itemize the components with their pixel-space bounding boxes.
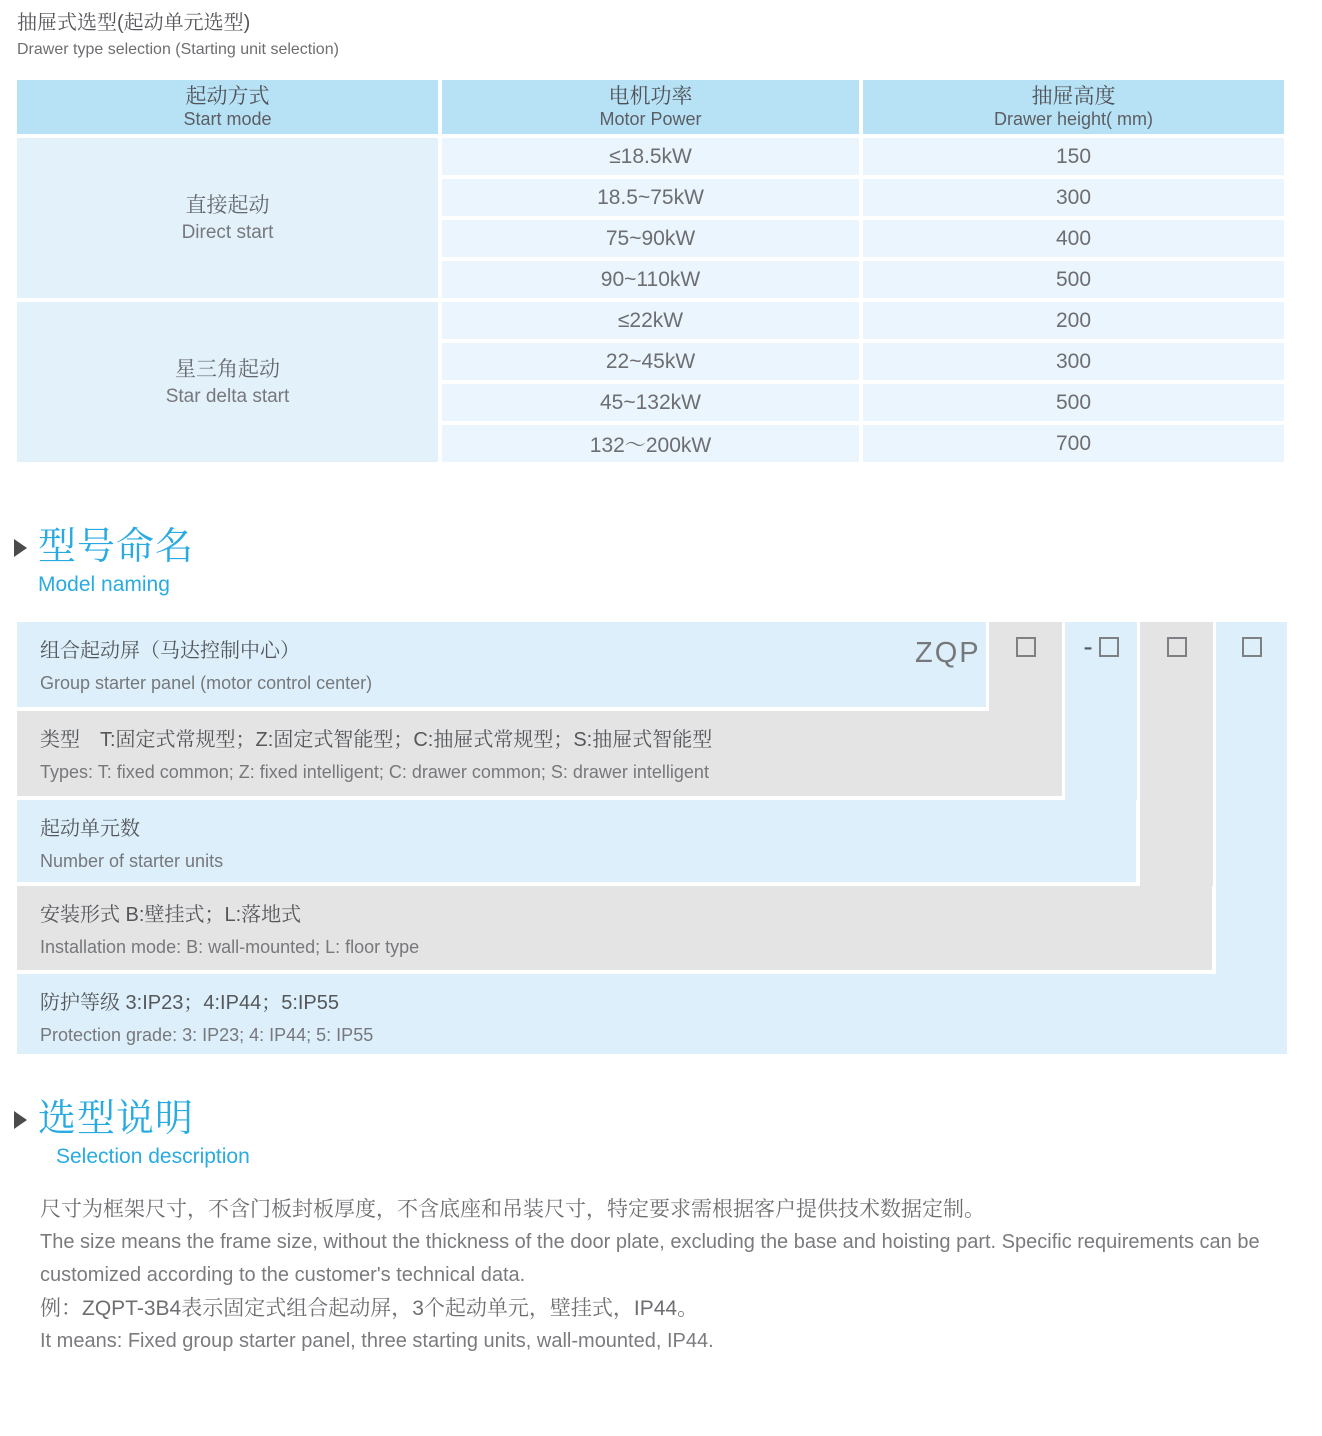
model-row-en: Number of starter units bbox=[40, 851, 224, 871]
model-naming-diagram bbox=[17, 622, 1287, 1054]
power-cell: 18.5~75kW bbox=[442, 179, 859, 216]
height-cell: 400 bbox=[863, 220, 1284, 257]
model-row-starter-units bbox=[17, 800, 1136, 882]
model-row-zh: 起动单元数 bbox=[40, 818, 140, 840]
model-column-protection bbox=[1216, 622, 1287, 974]
model-row-zh: 组合起动屏（马达控制中心） bbox=[40, 640, 300, 662]
model-column-units bbox=[1065, 622, 1137, 800]
section-title-en: Selection description bbox=[56, 1145, 250, 1168]
model-code-dash: - bbox=[1083, 631, 1093, 662]
rowgroup-label-zh: 星三角起动 bbox=[175, 357, 280, 381]
drawer-selection-table bbox=[17, 80, 1284, 462]
model-row-zh: 防护等级 3:IP23；4:IP44；5:IP55 bbox=[40, 992, 340, 1014]
height-cell: 700 bbox=[863, 425, 1284, 462]
section-arrow-icon bbox=[14, 539, 27, 557]
power-cell: 132～200kW bbox=[442, 425, 859, 462]
col-header-motor-power bbox=[442, 80, 859, 134]
description-line: 例：ZQPT-3B4表示固定式组合起动屏，3个起动单元，壁挂式，IP44。 bbox=[40, 1297, 699, 1320]
section-title-en: Model naming bbox=[38, 573, 170, 596]
height-cell: 150 bbox=[863, 138, 1284, 175]
selection-description-section-title bbox=[14, 1096, 250, 1169]
page-heading-zh: 抽屉式选型(起动单元选型) bbox=[17, 12, 251, 34]
model-column-type bbox=[989, 622, 1062, 711]
model-row-en: Types: T: fixed common; Z: fixed intelligent; C: drawer common; S: drawer intelligent bbox=[40, 762, 709, 782]
model-row-installation-mode bbox=[17, 886, 1212, 970]
model-digit-box-icon bbox=[1099, 637, 1119, 657]
height-cell: 500 bbox=[863, 261, 1284, 298]
col-header-zh: 起动方式 bbox=[185, 85, 270, 108]
model-row-types bbox=[17, 711, 1062, 796]
power-cell: ≤18.5kW bbox=[442, 138, 859, 175]
rowgroup-label-en: Direct start bbox=[181, 221, 274, 243]
power-cell: 22~45kW bbox=[442, 343, 859, 380]
col-header-en: Start mode bbox=[183, 109, 272, 129]
height-cell: 300 bbox=[863, 343, 1284, 380]
rowgroup-label-zh: 直接起动 bbox=[185, 193, 270, 217]
power-cell: 45~132kW bbox=[442, 384, 859, 421]
model-row-zh: 安装形式 B:壁挂式；L:落地式 bbox=[40, 904, 302, 926]
power-cell: 90~110kW bbox=[442, 261, 859, 298]
description-line: The size means the frame size, without the thickness of the door plate, excluding the base and hoisting part. Specific requirements can be bbox=[40, 1231, 1260, 1253]
rowgroup-star-delta-start bbox=[17, 302, 438, 462]
page-heading-en: Drawer type selection (Starting unit selection) bbox=[17, 41, 339, 58]
model-row-protection-grade bbox=[17, 974, 1287, 1054]
rowgroup-direct-start bbox=[17, 138, 438, 298]
description-line: It means: Fixed group starter panel, three starting units, wall-mounted, IP44. bbox=[40, 1330, 714, 1352]
model-code-prefix: ZQP bbox=[915, 637, 981, 669]
col-header-en: Motor Power bbox=[599, 109, 702, 129]
model-row-en: Group starter panel (motor control center) bbox=[40, 673, 373, 693]
col-header-zh: 电机功率 bbox=[608, 85, 693, 108]
model-row-en: Protection grade: 3: IP23; 4: IP44; 5: IP55 bbox=[40, 1025, 374, 1045]
height-cell: 500 bbox=[863, 384, 1284, 421]
col-header-en: Drawer height( mm) bbox=[993, 109, 1154, 129]
model-row-zh: 类型 T:固定式常规型；Z:固定式智能型；C:抽屉式常规型；S:抽屉式智能型 bbox=[40, 729, 713, 751]
section-title-zh: 选型说明 bbox=[38, 1098, 195, 1140]
model-digit-box-icon bbox=[1167, 637, 1187, 657]
model-row-en: Installation mode: B: wall-mounted; L: floor type bbox=[40, 937, 420, 957]
description-line: customized according to the customer's technical data. bbox=[40, 1264, 526, 1286]
page-heading bbox=[17, 10, 339, 60]
model-row-group-starter-panel bbox=[17, 622, 986, 707]
col-header-zh: 抽屉高度 bbox=[1031, 85, 1116, 108]
model-column-installation bbox=[1140, 622, 1213, 886]
col-header-start-mode bbox=[17, 80, 438, 134]
model-digit-box-icon bbox=[1016, 637, 1036, 657]
section-arrow-icon bbox=[14, 1111, 27, 1129]
description-line: 尺寸为框架尺寸，不含门板封板厚度，不含底座和吊装尺寸，特定要求需根据客户提供技术数据定制。 bbox=[40, 1198, 985, 1221]
height-cell: 300 bbox=[863, 179, 1284, 216]
selection-description-text bbox=[40, 1193, 1290, 1358]
height-cell: 200 bbox=[863, 302, 1284, 339]
rowgroup-label-en: Star delta start bbox=[165, 385, 290, 407]
power-cell: 75~90kW bbox=[442, 220, 859, 257]
model-naming-section-title bbox=[14, 524, 194, 597]
section-title-zh: 型号命名 bbox=[38, 526, 195, 568]
power-cell: ≤22kW bbox=[442, 302, 859, 339]
model-digit-box-icon bbox=[1242, 637, 1262, 657]
col-header-drawer-height bbox=[863, 80, 1284, 134]
